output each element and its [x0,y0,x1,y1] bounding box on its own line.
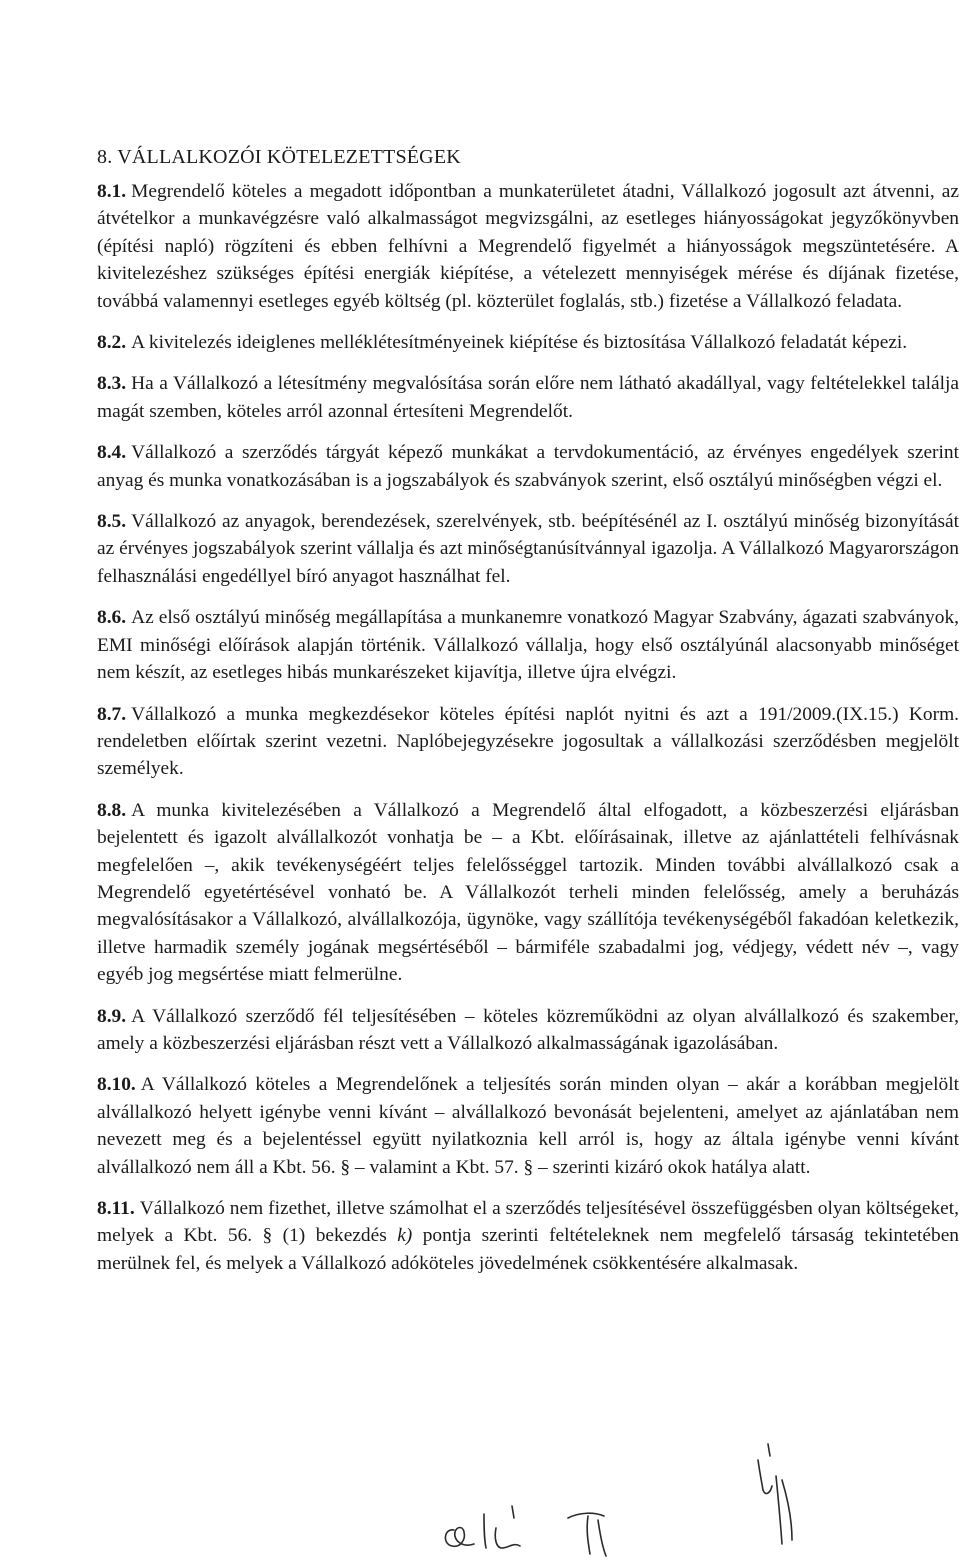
paragraph-8-5 [97,508,959,590]
paragraph-number: 8.2. [97,332,127,354]
paragraph-number: 8.6. [97,607,127,629]
paragraph-italic: k) [397,1225,413,1247]
paragraph-number: 8.1. [97,181,127,202]
paragraph-text: A Vállalkozó köteles a Megrendelőnek a teljesítés során minden olyan – akár a korábban megjelölt alvállalkozó helyett igénybe venni kívánt – alvállalkozó bevonását bejelenteni, amelyet az ajánlatában nem nevezett meg és a bejelentéssel együtt nyilatkoznia kell arról is, hogy az általa igénybe venni kívánt alvállalkozó nem áll a Kbt. 56. § – valamint a Kbt. 57. § – szerinti kizáró okok hatálya alatt. [97,1074,959,1178]
paragraph-number: 8.9. [97,1005,127,1027]
paragraph-text: Ha a Vállalkozó a létesítmény megvalósítása során előre nem látható akadállyal, vagy feltételekkel találja magát szemben, köteles arról azonnal értesíteni Megrendelőt. [97,373,959,422]
paragraph-8-7 [97,701,959,783]
paragraph-text: Vállalkozó a munka megkezdésekor köteles építési naplót nyitni és azt a 191/2009.(IX.15.) Korm. rendeletben előírtak szerint vezetni. Naplóbejegyzésekre jogosultak a vállalkozási szerződésben megjelölt személyek. [97,703,959,780]
paragraph-8-10 [97,1071,959,1181]
paragraph-8-4 [97,439,959,494]
document-body [97,178,959,1291]
paragraph-number: 8.11. [97,1198,135,1219]
page-title: 8. VÁLLALKOZÓI KÖTELEZETTSÉGEK [97,146,461,168]
signature-initials-right [748,1440,818,1550]
paragraph-number: 8.10. [97,1074,136,1096]
paragraph-text: A munka kivitelezésében a Vállalkozó a Megrendelő által elfogadott, a közbeszerzési eljárásban bejelentett és igazolt alvállalkozót vonhatja be – a Kbt. előírásainak, illetve az ajánlattételi felhívásnak megfelelően –, akik tevékenységéért teljes felelősséggel tartozik. Minden további alvállalkozó csak a Megrendelő egyetértésével vonható be. A Vállalkozót terheli minden felelősség, amely a beruházás megvalósításakor a Vállalkozó, alvállalkozója, ügynöke, vagy szállítója tevékenységéből fakadóan keletkezik, illetve harmadik személy jogának megsértéséből – bármiféle szabadalmi jog, védjegy, védett név –, vagy egyéb jog megsértése miatt felmerülne. [97,799,959,986]
paragraph-8-6 [97,604,959,686]
paragraph-number: 8.4. [97,442,127,464]
paragraph-8-8 [97,797,959,989]
paragraph-8-3 [97,370,959,425]
paragraph-text-tail: pontja szerinti feltételeknek nem megfelelő társaság tekintetében merülnek fel, és melyek a Vállalkozó adóköteles jövedelmének csökkentésére alkalmasak. [97,1225,960,1274]
paragraph-8-1 [97,178,959,315]
paragraph-text: A Vállalkozó szerződő fél teljesítésében – köteles közreműködni az olyan alvállalkozó és szakember, amely a közbeszerzési eljárásban részt vett a Vállalkozó alkalmasságának igazolásában. [97,1005,959,1054]
signature-initials-left [440,1490,640,1560]
paragraph-text: Megrendelő köteles a megadott időpontban a munkaterületet átadni, Vállalkozó jogosult azt átvenni, az átvételkor a munkavégzésre való alkalmasságot megvizsgálni, az esetleges hiányosságokat jegyzőkönyvben (építési napló) rögzíteni és ebben felhívni a Megrendelő figyelmét a hiányosságok megszüntetésére. A kivitelezéshez szükséges építési energiák kiépítése, a vételezett mennyiségek mérése és díjának fizetése, továbbá valamennyi esetleges egyéb költség (pl. közterület foglalás, stb.) fizetése a Vállalkozó feladata. [97,181,959,312]
paragraph-8-11 [97,1195,959,1277]
paragraph-8-9 [97,1003,959,1058]
paragraph-text: A kivitelezés ideiglenes melléklétesítményeinek kiépítése és biztosítása Vállalkozó feladatát képezi. [131,332,908,354]
paragraph-number: 8.3. [97,373,127,395]
paragraph-text: Vállalkozó az anyagok, berendezések, szerelvények, stb. beépítésénél az I. osztályú minőség bizonyítását az érvényes jogszabályok szerint vállalja és azt minőségtanúsítvánnyal igazolja. A Vállalkozó Magyarországon felhasználási engedéllyel bíró anyagot használhat fel. [97,511,959,587]
paragraph-text: Vállalkozó a szerződés tárgyát képező munkákat a tervdokumentáció, az érvényes engedélyek szerint anyag és munka vonatkozásában is a jogszabályok és szabványok szerint, első osztályú minőségben végzi el. [97,442,959,491]
paragraph-number: 8.5. [97,511,127,533]
paragraph-text: Vállalkozó nem fizethet, illetve számolhat el a szerződés teljesítésével összefüggésben olyan költségeket, melyek a Kbt. 56. § (1) bekezdés [97,1198,959,1247]
paragraph-8-2 [97,329,959,356]
paragraph-number: 8.7. [97,703,127,725]
paragraph-number: 8.8. [97,799,127,821]
paragraph-text: Az első osztályú minőség megállapítása a munkanemre vonatkozó Magyar Szabvány, ágazati szabványok, EMI minőségi előírások alapján történik. Vállalkozó vállalja, hogy első osztályúnál alacsonyabb minőséget nem készít, az esetleges hibás munkarészeket kijavítja, illetve újra elvégzi. [97,607,959,684]
